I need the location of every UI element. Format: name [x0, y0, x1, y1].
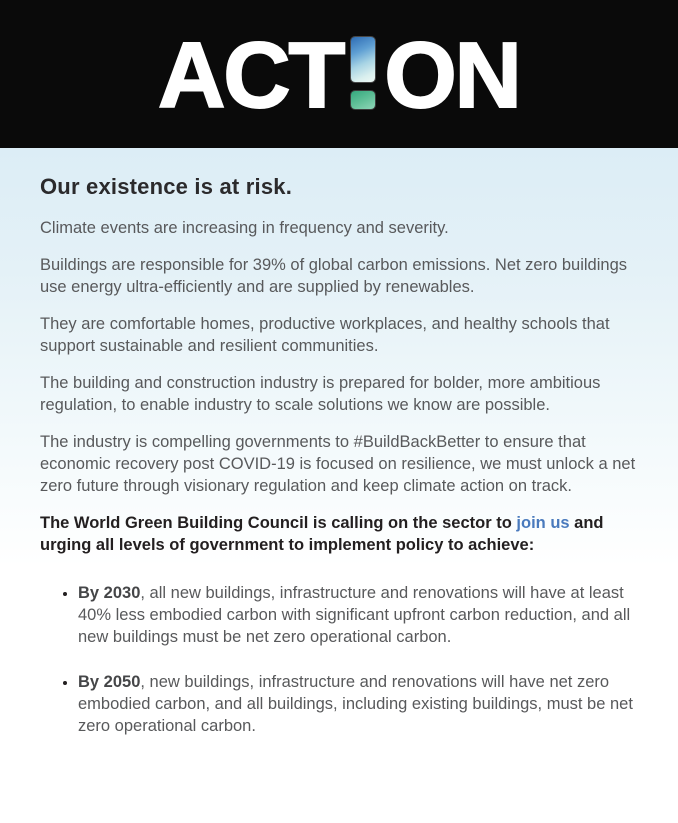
logo-text-act: ACT [158, 22, 344, 127]
paragraph-comfortable-homes: They are comfortable homes, productive workplaces, and healthy schools that support sustainable and resilient communities. [40, 315, 610, 355]
exclamation-gap [351, 82, 375, 91]
exclamation-icon [351, 37, 375, 109]
paragraph-buildbackbetter: The industry is compelling governments to #BuildBackBetter to ensure that economic recovery post COVID-19 is focused on resilience, we must unlock a net zero future through visionary regulation and keep climate action on track. [40, 433, 636, 495]
goal-2050-lead: By 2050 [78, 673, 141, 691]
goals-list [40, 582, 640, 737]
paragraph-buildings-39pct: Buildings are responsible for 39% of global carbon emissions. Net zero buildings use energy ultra-efficiently and are supplied by renewables. [40, 256, 627, 296]
goal-2030-lead: By 2030 [78, 584, 141, 602]
goal-2050-text: , new buildings, infrastructure and renovations will have net zero embodied carbon, and all buildings, including existing buildings, must be net zero operational carbon. [78, 673, 633, 735]
goal-2030-item [78, 582, 638, 648]
cta-before: The World Green Building Council is calling on the sector to [40, 514, 517, 532]
logo-text-on: ON [384, 22, 520, 127]
goal-2050-item [78, 671, 638, 737]
paragraph-climate-events: Climate events are increasing in frequency and severity. [40, 219, 449, 237]
exclamation-dot [351, 91, 375, 109]
exclamation-bar [351, 37, 375, 82]
header [0, 0, 678, 148]
page-title: Our existence is at risk. [40, 174, 293, 199]
join-us-link[interactable]: join us [516, 514, 570, 532]
cta-text [40, 512, 640, 556]
content-area [0, 148, 678, 823]
cta-after: and urging all levels of government to implement policy to achieve: [40, 514, 604, 554]
action-logo [158, 22, 520, 127]
paragraph-industry-prepared: The building and construction industry is prepared for bolder, more ambitious regulation, to enable industry to scale solutions we know are possible. [40, 374, 601, 414]
goal-2030-text: , all new buildings, infrastructure and renovations will have at least 40% less embodied carbon with significant upfront carbon reduction, and all new buildings must be net zero operational carbon. [78, 584, 631, 646]
